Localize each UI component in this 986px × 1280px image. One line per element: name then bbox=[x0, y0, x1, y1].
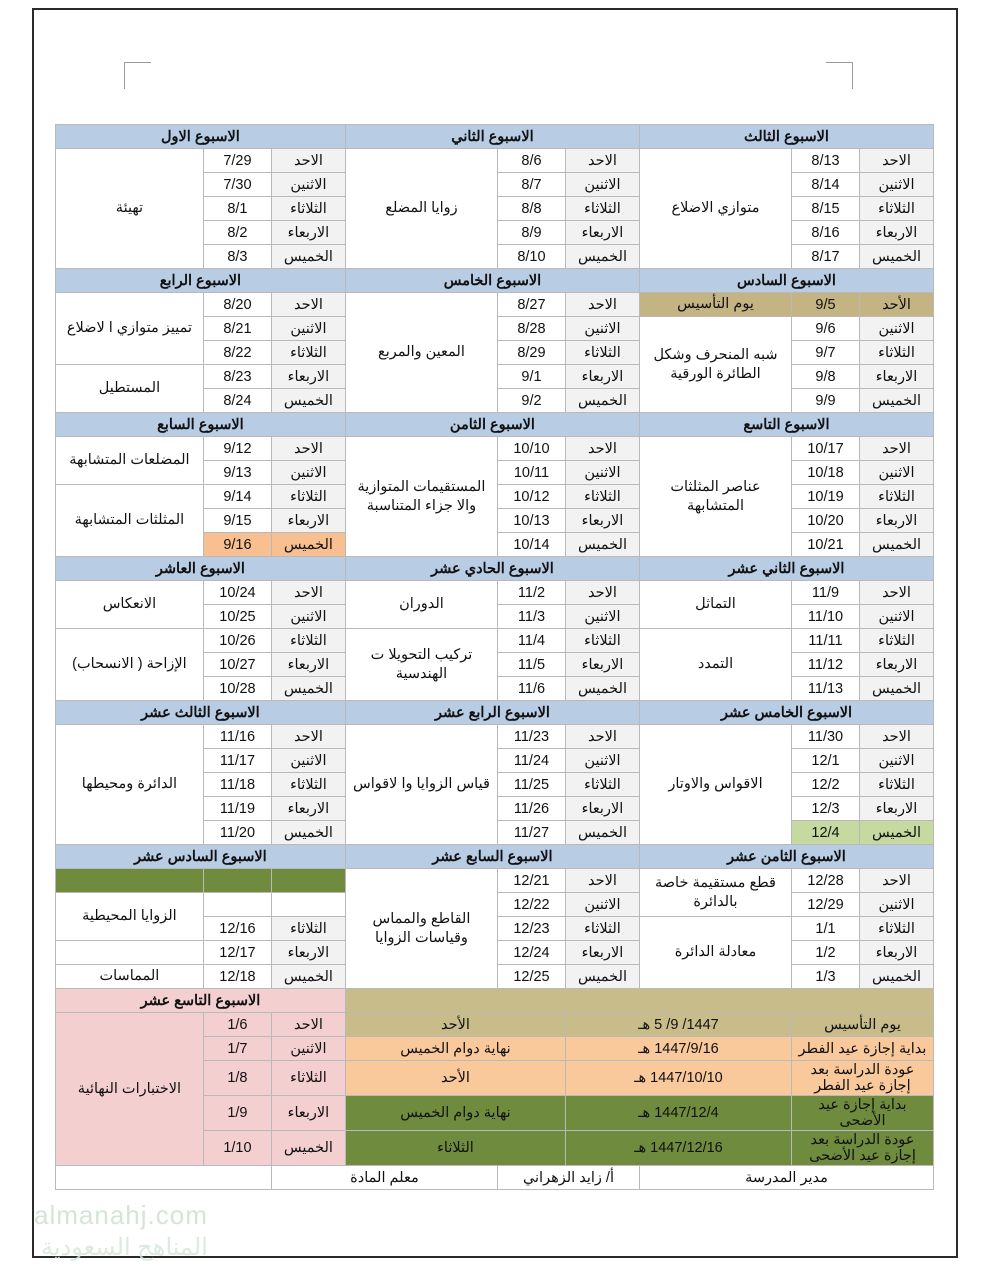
day-cell: الاربعاء bbox=[565, 365, 639, 389]
table-row bbox=[55, 581, 933, 605]
day-cell: الاربعاء bbox=[271, 365, 345, 389]
day-cell: الاثنين bbox=[271, 1037, 345, 1061]
day-cell: الخميس bbox=[271, 965, 345, 989]
day-cell: الاحد bbox=[860, 725, 934, 749]
date-cell: 12/25 bbox=[497, 965, 565, 989]
date-cell: 8/1 bbox=[203, 197, 271, 221]
date-cell bbox=[203, 869, 271, 893]
day-cell: الاربعاء bbox=[860, 221, 934, 245]
day-cell: الاحد bbox=[860, 581, 934, 605]
date-cell: 9/13 bbox=[203, 461, 271, 485]
day-cell: الخميس bbox=[565, 821, 639, 845]
event-label: بداية إجازة عيد الأضحى bbox=[792, 1096, 934, 1131]
watermark-text-ar: المناهج السعودية bbox=[41, 1234, 208, 1261]
date-cell: 8/24 bbox=[203, 389, 271, 413]
event-label: يوم التأسيس bbox=[792, 1013, 934, 1037]
day-cell: الاحد bbox=[271, 293, 345, 317]
date-cell: 1/6 bbox=[203, 1013, 271, 1037]
date-cell: 10/14 bbox=[497, 533, 565, 557]
date-cell: 11/2 bbox=[497, 581, 565, 605]
date-cell: 8/3 bbox=[203, 245, 271, 269]
date-cell bbox=[203, 893, 271, 917]
week-header: الاسبوع الثاني bbox=[345, 125, 639, 149]
date-cell: 1/10 bbox=[203, 1131, 271, 1166]
week-header: الاسبوع الثالث bbox=[639, 125, 933, 149]
week-header: الاسبوع السادس bbox=[639, 269, 933, 293]
date-cell: 12/17 bbox=[203, 941, 271, 965]
date-cell: 9/8 bbox=[792, 365, 860, 389]
topic-cell: عناصر المثلثات المتشابهة bbox=[639, 437, 791, 557]
date-cell: 9/12 bbox=[203, 437, 271, 461]
empty-cell bbox=[55, 1166, 271, 1190]
day-cell: الاربعاء bbox=[565, 221, 639, 245]
date-cell: 8/27 bbox=[497, 293, 565, 317]
day-cell: الخميس bbox=[860, 389, 934, 413]
date-cell: 8/6 bbox=[497, 149, 565, 173]
day-cell: الاربعاء bbox=[860, 653, 934, 677]
date-cell: 10/18 bbox=[792, 461, 860, 485]
day-cell: الثلاثاء bbox=[271, 1061, 345, 1096]
day-cell: الاربعاء bbox=[271, 221, 345, 245]
day-cell: الخميس bbox=[565, 677, 639, 701]
event-hijri: 1447/9/16 هـ bbox=[565, 1037, 791, 1061]
date-cell: 11/10 bbox=[792, 605, 860, 629]
day-cell: الاربعاء bbox=[271, 1096, 345, 1131]
date-cell: 10/11 bbox=[497, 461, 565, 485]
date-cell: 12/16 bbox=[203, 917, 271, 941]
topic-cell: تركيب التحويلا ت الهندسية bbox=[345, 629, 497, 701]
day-cell: الاثنين bbox=[860, 893, 934, 917]
day-cell: الاربعاء bbox=[565, 653, 639, 677]
date-cell: 11/13 bbox=[792, 677, 860, 701]
table-row bbox=[55, 869, 933, 893]
day-cell: الثلاثاء bbox=[860, 773, 934, 797]
date-cell: 1/3 bbox=[792, 965, 860, 989]
topic-cell: المستطيل bbox=[55, 365, 203, 413]
day-cell: الخميس bbox=[860, 245, 934, 269]
day-cell: الاربعاء bbox=[860, 941, 934, 965]
week-header-row bbox=[55, 845, 933, 869]
day-cell: الثلاثاء bbox=[860, 485, 934, 509]
week-header-row bbox=[55, 413, 933, 437]
date-cell: 11/27 bbox=[497, 821, 565, 845]
day-cell: الاحد bbox=[565, 869, 639, 893]
day-cell: الثلاثاء bbox=[271, 629, 345, 653]
day-cell: الاثنين bbox=[860, 461, 934, 485]
table-row bbox=[55, 149, 933, 173]
date-cell: 7/29 bbox=[203, 149, 271, 173]
event-day: نهاية دوام الخميس bbox=[345, 1037, 565, 1061]
date-cell: 9/1 bbox=[497, 365, 565, 389]
day-cell: الاحد bbox=[271, 1013, 345, 1037]
date-cell: 11/12 bbox=[792, 653, 860, 677]
week-header-row bbox=[55, 989, 933, 1013]
events-header bbox=[345, 989, 933, 1013]
table-row bbox=[55, 293, 933, 317]
date-cell: 9/2 bbox=[497, 389, 565, 413]
day-cell: الثلاثاء bbox=[565, 197, 639, 221]
day-cell: الاربعاء bbox=[271, 653, 345, 677]
day-cell: الثلاثاء bbox=[860, 197, 934, 221]
topic-cell: المضلعات المتشابهة bbox=[55, 437, 203, 485]
topic-cell: الإزاحة ( الانسحاب) bbox=[55, 629, 203, 701]
topic-cell: المثلثات المتشابهة bbox=[55, 485, 203, 557]
date-cell: 11/4 bbox=[497, 629, 565, 653]
topic-cell: التمدد bbox=[639, 629, 791, 701]
date-cell: 10/24 bbox=[203, 581, 271, 605]
date-cell: 1/9 bbox=[203, 1096, 271, 1131]
day-cell: الاحد bbox=[565, 581, 639, 605]
topic-cell: قطع مستقيمة خاصة بالدائرة bbox=[639, 869, 791, 917]
day-cell: الاحد bbox=[271, 437, 345, 461]
date-cell: 8/29 bbox=[497, 341, 565, 365]
week-header: الاسبوع التاسع عشر bbox=[55, 989, 345, 1013]
date-cell: 11/18 bbox=[203, 773, 271, 797]
topic-cell: الاختبارات النهائية bbox=[55, 1013, 203, 1166]
date-cell: 9/7 bbox=[792, 341, 860, 365]
date-cell: 8/22 bbox=[203, 341, 271, 365]
date-cell: 11/30 bbox=[792, 725, 860, 749]
topic-cell bbox=[55, 941, 203, 965]
event-day: الثلاثاء bbox=[345, 1131, 565, 1166]
date-cell: 8/20 bbox=[203, 293, 271, 317]
watermark bbox=[34, 1200, 208, 1262]
day-cell: الخميس bbox=[860, 533, 934, 557]
day-cell bbox=[271, 869, 345, 893]
day-cell: الاثنين bbox=[271, 461, 345, 485]
date-cell: 10/26 bbox=[203, 629, 271, 653]
topic-cell: المعين والمربع bbox=[345, 293, 497, 413]
date-cell: 12/2 bbox=[792, 773, 860, 797]
day-cell: الثلاثاء bbox=[565, 773, 639, 797]
event-day: الأحد bbox=[345, 1013, 565, 1037]
day-cell: الثلاثاء bbox=[860, 629, 934, 653]
day-cell: الخميس bbox=[271, 533, 345, 557]
date-cell: 12/22 bbox=[497, 893, 565, 917]
week-header: الاسبوع الحادي عشر bbox=[345, 557, 639, 581]
date-cell: 11/3 bbox=[497, 605, 565, 629]
day-cell: الاثنين bbox=[565, 893, 639, 917]
day-cell: الاثنين bbox=[860, 749, 934, 773]
event-hijri: 1447/12/4 هـ bbox=[565, 1096, 791, 1131]
event-label: عودة الدراسة بعد إجازة عيد الفطر bbox=[792, 1061, 934, 1096]
day-cell: الثلاثاء bbox=[860, 341, 934, 365]
date-cell: 7/30 bbox=[203, 173, 271, 197]
day-cell: الثلاثاء bbox=[565, 917, 639, 941]
day-cell: الاربعاء bbox=[860, 509, 934, 533]
topic-cell: المماسات bbox=[55, 965, 203, 989]
date-cell: 8/15 bbox=[792, 197, 860, 221]
day-cell: الثلاثاء bbox=[271, 773, 345, 797]
day-cell: الثلاثاء bbox=[565, 485, 639, 509]
day-cell: الخميس bbox=[860, 677, 934, 701]
day-cell: الخميس bbox=[565, 965, 639, 989]
day-cell: الخميس bbox=[565, 533, 639, 557]
event-hijri: 1447/10/10 هـ bbox=[565, 1061, 791, 1096]
table-row bbox=[55, 437, 933, 461]
day-cell: الخميس bbox=[860, 965, 934, 989]
topic-cell: تهيئة bbox=[55, 149, 203, 269]
date-cell: 11/5 bbox=[497, 653, 565, 677]
day-cell: الاثنين bbox=[860, 173, 934, 197]
date-cell: 11/16 bbox=[203, 725, 271, 749]
date-cell: 12/24 bbox=[497, 941, 565, 965]
date-cell: 10/12 bbox=[497, 485, 565, 509]
day-cell: الاثنين bbox=[860, 317, 934, 341]
date-cell: 8/2 bbox=[203, 221, 271, 245]
topic-cell: متوازي الاضلاع bbox=[639, 149, 791, 269]
date-cell: 11/6 bbox=[497, 677, 565, 701]
date-cell: 8/23 bbox=[203, 365, 271, 389]
date-cell: 11/17 bbox=[203, 749, 271, 773]
date-cell: 8/13 bbox=[792, 149, 860, 173]
topic-cell: شبه المنحرف وشكل الطائرة الورقية bbox=[639, 317, 791, 413]
table-row bbox=[55, 629, 933, 653]
day-cell: الخميس bbox=[565, 389, 639, 413]
date-cell: 12/4 bbox=[792, 821, 860, 845]
topic-cell: التماثل bbox=[639, 581, 791, 629]
date-cell: 10/17 bbox=[792, 437, 860, 461]
date-cell: 12/1 bbox=[792, 749, 860, 773]
day-cell: الاربعاء bbox=[565, 509, 639, 533]
day-cell: الثلاثاء bbox=[860, 917, 934, 941]
topic-cell: الاقواس والاوتار bbox=[639, 725, 791, 845]
day-cell: الاثنين bbox=[271, 605, 345, 629]
day-cell: الثلاثاء bbox=[565, 341, 639, 365]
curriculum-table bbox=[55, 124, 934, 1190]
week-header-row bbox=[55, 125, 933, 149]
date-cell: 12/29 bbox=[792, 893, 860, 917]
topic-cell: معادلة الدائرة bbox=[639, 917, 791, 989]
event-label: عودة الدراسة بعد إجازة عيد الأضحى bbox=[792, 1131, 934, 1166]
date-cell: 9/9 bbox=[792, 389, 860, 413]
day-cell: الخميس bbox=[271, 821, 345, 845]
date-cell: 1/8 bbox=[203, 1061, 271, 1096]
crop-mark-top-left bbox=[124, 62, 151, 89]
day-cell: الاثنين bbox=[271, 749, 345, 773]
topic-cell: الانعكاس bbox=[55, 581, 203, 629]
event-row bbox=[55, 1013, 933, 1037]
date-cell: 11/20 bbox=[203, 821, 271, 845]
week-header: الاسبوع السابع عشر bbox=[345, 845, 639, 869]
date-cell: 11/19 bbox=[203, 797, 271, 821]
day-cell bbox=[271, 893, 345, 917]
day-cell: الاثنين bbox=[565, 749, 639, 773]
date-cell: 12/3 bbox=[792, 797, 860, 821]
date-cell: 8/7 bbox=[497, 173, 565, 197]
day-cell: الخميس bbox=[271, 389, 345, 413]
date-cell: 11/23 bbox=[497, 725, 565, 749]
topic-cell: الدائرة ومحيطها bbox=[55, 725, 203, 845]
day-cell: الاربعاء bbox=[271, 797, 345, 821]
day-cell: الخميس bbox=[565, 245, 639, 269]
date-cell: 11/9 bbox=[792, 581, 860, 605]
day-cell: الاثنين bbox=[565, 317, 639, 341]
day-cell: الاربعاء bbox=[860, 365, 934, 389]
date-cell: 12/28 bbox=[792, 869, 860, 893]
day-cell: الاربعاء bbox=[860, 797, 934, 821]
day-cell: الاثنين bbox=[565, 605, 639, 629]
week-header: الاسبوع الخامس عشر bbox=[639, 701, 933, 725]
date-cell: 9/15 bbox=[203, 509, 271, 533]
date-cell: 8/28 bbox=[497, 317, 565, 341]
week-header: الاسبوع الاول bbox=[55, 125, 345, 149]
topic-cell: زوايا المضلع bbox=[345, 149, 497, 269]
day-cell: الاحد bbox=[565, 149, 639, 173]
signature-row bbox=[55, 1166, 933, 1190]
day-cell: الثلاثاء bbox=[271, 485, 345, 509]
day-cell: الاحد bbox=[271, 725, 345, 749]
day-cell: الاربعاء bbox=[271, 509, 345, 533]
date-cell: 8/21 bbox=[203, 317, 271, 341]
teacher-label: معلم المادة bbox=[271, 1166, 497, 1190]
date-cell: 1/2 bbox=[792, 941, 860, 965]
principal-label: مدير المدرسة bbox=[639, 1166, 933, 1190]
date-cell: 10/19 bbox=[792, 485, 860, 509]
week-header: الاسبوع الثاني عشر bbox=[639, 557, 933, 581]
week-header-row bbox=[55, 269, 933, 293]
topic-cell: الدوران bbox=[345, 581, 497, 629]
day-cell: الاربعاء bbox=[565, 941, 639, 965]
week-header: الاسبوع الثامن bbox=[345, 413, 639, 437]
curriculum-table-container bbox=[56, 124, 934, 1190]
date-cell: 9/6 bbox=[792, 317, 860, 341]
watermark-text-en: almanahj.com bbox=[34, 1200, 208, 1230]
day-cell: الاحد bbox=[565, 293, 639, 317]
day-cell: الخميس bbox=[271, 245, 345, 269]
day-cell: الاحد bbox=[271, 149, 345, 173]
day-cell: الثلاثاء bbox=[271, 197, 345, 221]
date-cell: 10/13 bbox=[497, 509, 565, 533]
day-cell: الاثنين bbox=[271, 317, 345, 341]
date-cell: 10/27 bbox=[203, 653, 271, 677]
date-cell: 12/18 bbox=[203, 965, 271, 989]
week-header: الاسبوع الرابع bbox=[55, 269, 345, 293]
date-cell: 10/10 bbox=[497, 437, 565, 461]
day-cell: الاحد bbox=[860, 149, 934, 173]
day-cell: الاحد bbox=[565, 437, 639, 461]
date-cell: 9/14 bbox=[203, 485, 271, 509]
date-cell: 10/28 bbox=[203, 677, 271, 701]
day-cell: الثلاثاء bbox=[565, 629, 639, 653]
date-cell: 8/10 bbox=[497, 245, 565, 269]
week-header-row bbox=[55, 701, 933, 725]
topic-cell: تمييز متوازي ا لاضلاع bbox=[55, 293, 203, 365]
topic-cell: قياس الزوايا وا لاقواس bbox=[345, 725, 497, 845]
event-day: الأحد bbox=[345, 1061, 565, 1096]
event-hijri: 1447/ 9/ 5 هـ bbox=[565, 1013, 791, 1037]
date-cell: 1/7 bbox=[203, 1037, 271, 1061]
topic-cell bbox=[55, 869, 203, 893]
topic-cell: يوم التأسيس bbox=[639, 293, 791, 317]
date-cell: 12/23 bbox=[497, 917, 565, 941]
date-cell: 8/14 bbox=[792, 173, 860, 197]
date-cell: 9/16 bbox=[203, 533, 271, 557]
week-header-row bbox=[55, 557, 933, 581]
date-cell: 10/21 bbox=[792, 533, 860, 557]
table-row bbox=[55, 725, 933, 749]
date-cell: 11/11 bbox=[792, 629, 860, 653]
crop-mark-top-right bbox=[826, 62, 853, 89]
week-header: الاسبوع الرابع عشر bbox=[345, 701, 639, 725]
day-cell: الاثنين bbox=[271, 173, 345, 197]
teacher-name: أ/ زايد الزهراني bbox=[497, 1166, 639, 1190]
day-cell: الأحد bbox=[860, 293, 934, 317]
day-cell: الاحد bbox=[271, 581, 345, 605]
day-cell: الاثنين bbox=[565, 173, 639, 197]
day-cell: الخميس bbox=[860, 821, 934, 845]
event-hijri: 1447/12/16 هـ bbox=[565, 1131, 791, 1166]
week-header: الاسبوع الخامس bbox=[345, 269, 639, 293]
week-header: الاسبوع العاشر bbox=[55, 557, 345, 581]
day-cell: الاحد bbox=[565, 725, 639, 749]
day-cell: الاربعاء bbox=[565, 797, 639, 821]
date-cell: 12/21 bbox=[497, 869, 565, 893]
day-cell: الثلاثاء bbox=[271, 917, 345, 941]
week-header: الاسبوع الثالث عشر bbox=[55, 701, 345, 725]
topic-cell: المستقيمات المتوازية والا جزاء المتناسبة bbox=[345, 437, 497, 557]
week-header: الاسبوع السادس عشر bbox=[55, 845, 345, 869]
event-day: نهاية دوام الخميس bbox=[345, 1096, 565, 1131]
day-cell: الاحد bbox=[860, 437, 934, 461]
day-cell: الخميس bbox=[271, 1131, 345, 1166]
day-cell: الاربعاء bbox=[271, 941, 345, 965]
date-cell: 10/25 bbox=[203, 605, 271, 629]
date-cell: 8/17 bbox=[792, 245, 860, 269]
date-cell: 8/16 bbox=[792, 221, 860, 245]
topic-cell: القاطع والمماس وقياسات الزوايا bbox=[345, 869, 497, 989]
week-header: الاسبوع السابع bbox=[55, 413, 345, 437]
date-cell: 11/24 bbox=[497, 749, 565, 773]
date-cell: 8/9 bbox=[497, 221, 565, 245]
day-cell: الخميس bbox=[271, 677, 345, 701]
topic-cell: الزوايا المحيطية bbox=[55, 893, 203, 941]
date-cell: 1/1 bbox=[792, 917, 860, 941]
day-cell: الاثنين bbox=[565, 461, 639, 485]
week-header: الاسبوع الثامن عشر bbox=[639, 845, 933, 869]
week-header: الاسبوع التاسع bbox=[639, 413, 933, 437]
date-cell: 8/8 bbox=[497, 197, 565, 221]
date-cell: 11/25 bbox=[497, 773, 565, 797]
date-cell: 10/20 bbox=[792, 509, 860, 533]
date-cell: 9/5 bbox=[792, 293, 860, 317]
day-cell: الاثنين bbox=[860, 605, 934, 629]
event-label: بداية إجازة عيد الفطر bbox=[792, 1037, 934, 1061]
day-cell: الاحد bbox=[860, 869, 934, 893]
day-cell: الثلاثاء bbox=[271, 341, 345, 365]
date-cell: 11/26 bbox=[497, 797, 565, 821]
